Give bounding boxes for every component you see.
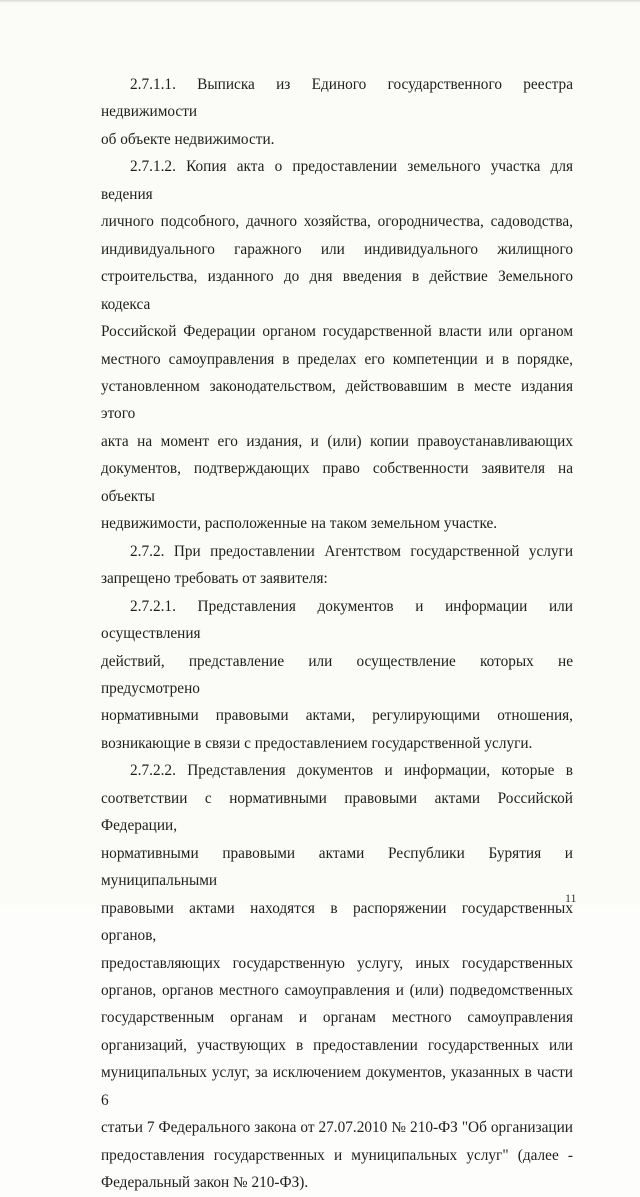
text-line: муниципальных услуг, за исключением документов, указанных в части 6 bbox=[101, 1064, 573, 1109]
text-line: личного подсобного, дачного хозяйства, огородничества, садоводства, bbox=[101, 213, 573, 231]
text-line: документов, подтверждающих право собственности заявителя на объекты bbox=[101, 460, 573, 505]
text-line: предоставления государственных и муниципальных услуг" (далее - bbox=[101, 1146, 573, 1164]
text-line: 2.7.1.1. Выписка из Единого государственного реестра недвижимости bbox=[101, 76, 573, 121]
text-line: правовыми актами находятся в распоряжении государственных органов, bbox=[101, 899, 573, 945]
paragraph-p-2-7-2 bbox=[101, 538, 573, 593]
text-line: организаций, участвующих в предоставлении государственных или bbox=[101, 1036, 573, 1054]
document-body bbox=[101, 71, 573, 1197]
text-line: статьи 7 Федерального закона от 27.07.2010 № 210-ФЗ "Об организации bbox=[101, 1119, 573, 1137]
text-line: соответствии с нормативными правовыми актами Российской Федерации, bbox=[101, 789, 573, 835]
text-line: нормативными правовыми актами Республики Бурятия и муниципальными bbox=[101, 844, 573, 890]
text-line: государственным органам и органам местного самоуправления bbox=[101, 1009, 573, 1027]
text-line: 2.7.2. При предоставлении Агентством государственной услуги bbox=[130, 542, 573, 560]
text-line: Российской Федерации органом государственной власти или органом bbox=[101, 323, 573, 341]
text-line: недвижимости, расположенные на таком земельном участке. bbox=[101, 515, 498, 533]
page-number: 11 bbox=[565, 891, 577, 905]
text-line: строительства, изданного до дня введения в действие Земельного кодекса bbox=[101, 268, 573, 313]
text-line: 2.7.1.2. Копия акта о предоставлении земельного участка для ведения bbox=[101, 158, 573, 203]
text-line: местного самоуправления в пределах его компетенции и в порядке, bbox=[101, 350, 573, 368]
text-line: органов, органов местного самоуправления и (или) подведомственных bbox=[101, 981, 573, 999]
text-line: возникающие в связи с предоставлением государственной услуги. bbox=[101, 734, 533, 752]
scan-edge-shadow bbox=[0, 0, 640, 3]
text-line: 2.7.2.1. Представления документов и информации или осуществления bbox=[101, 597, 573, 643]
paragraph-p-2-7-1-2 bbox=[101, 153, 573, 537]
paragraph-p-2-7-1-1 bbox=[101, 71, 573, 153]
text-line: Федеральный закон № 210-ФЗ). bbox=[101, 1174, 309, 1192]
text-line: действий, представление или осуществление которых не предусмотрено bbox=[101, 652, 573, 697]
text-line: запрещено требовать от заявителя: bbox=[101, 570, 328, 588]
text-line: акта на момент его издания, и (или) копии правоустанавливающих bbox=[101, 432, 573, 450]
text-line: нормативными правовыми актами, регулирующими отношения, bbox=[101, 707, 573, 725]
text-line: установленном законодательством, действовавшим в месте издания этого bbox=[101, 377, 573, 423]
text-line: 2.7.2.2. Представления документов и информации, которые в bbox=[130, 762, 573, 780]
paragraph-p-2-7-2-1 bbox=[101, 593, 573, 758]
text-line: предоставляющих государственную услугу, иных государственных bbox=[101, 954, 573, 972]
text-line: об объекте недвижимости. bbox=[101, 130, 275, 148]
paragraph-p-2-7-2-2 bbox=[101, 757, 573, 1196]
text-line: индивидуального гаражного или индивидуального жилищного bbox=[101, 240, 573, 258]
